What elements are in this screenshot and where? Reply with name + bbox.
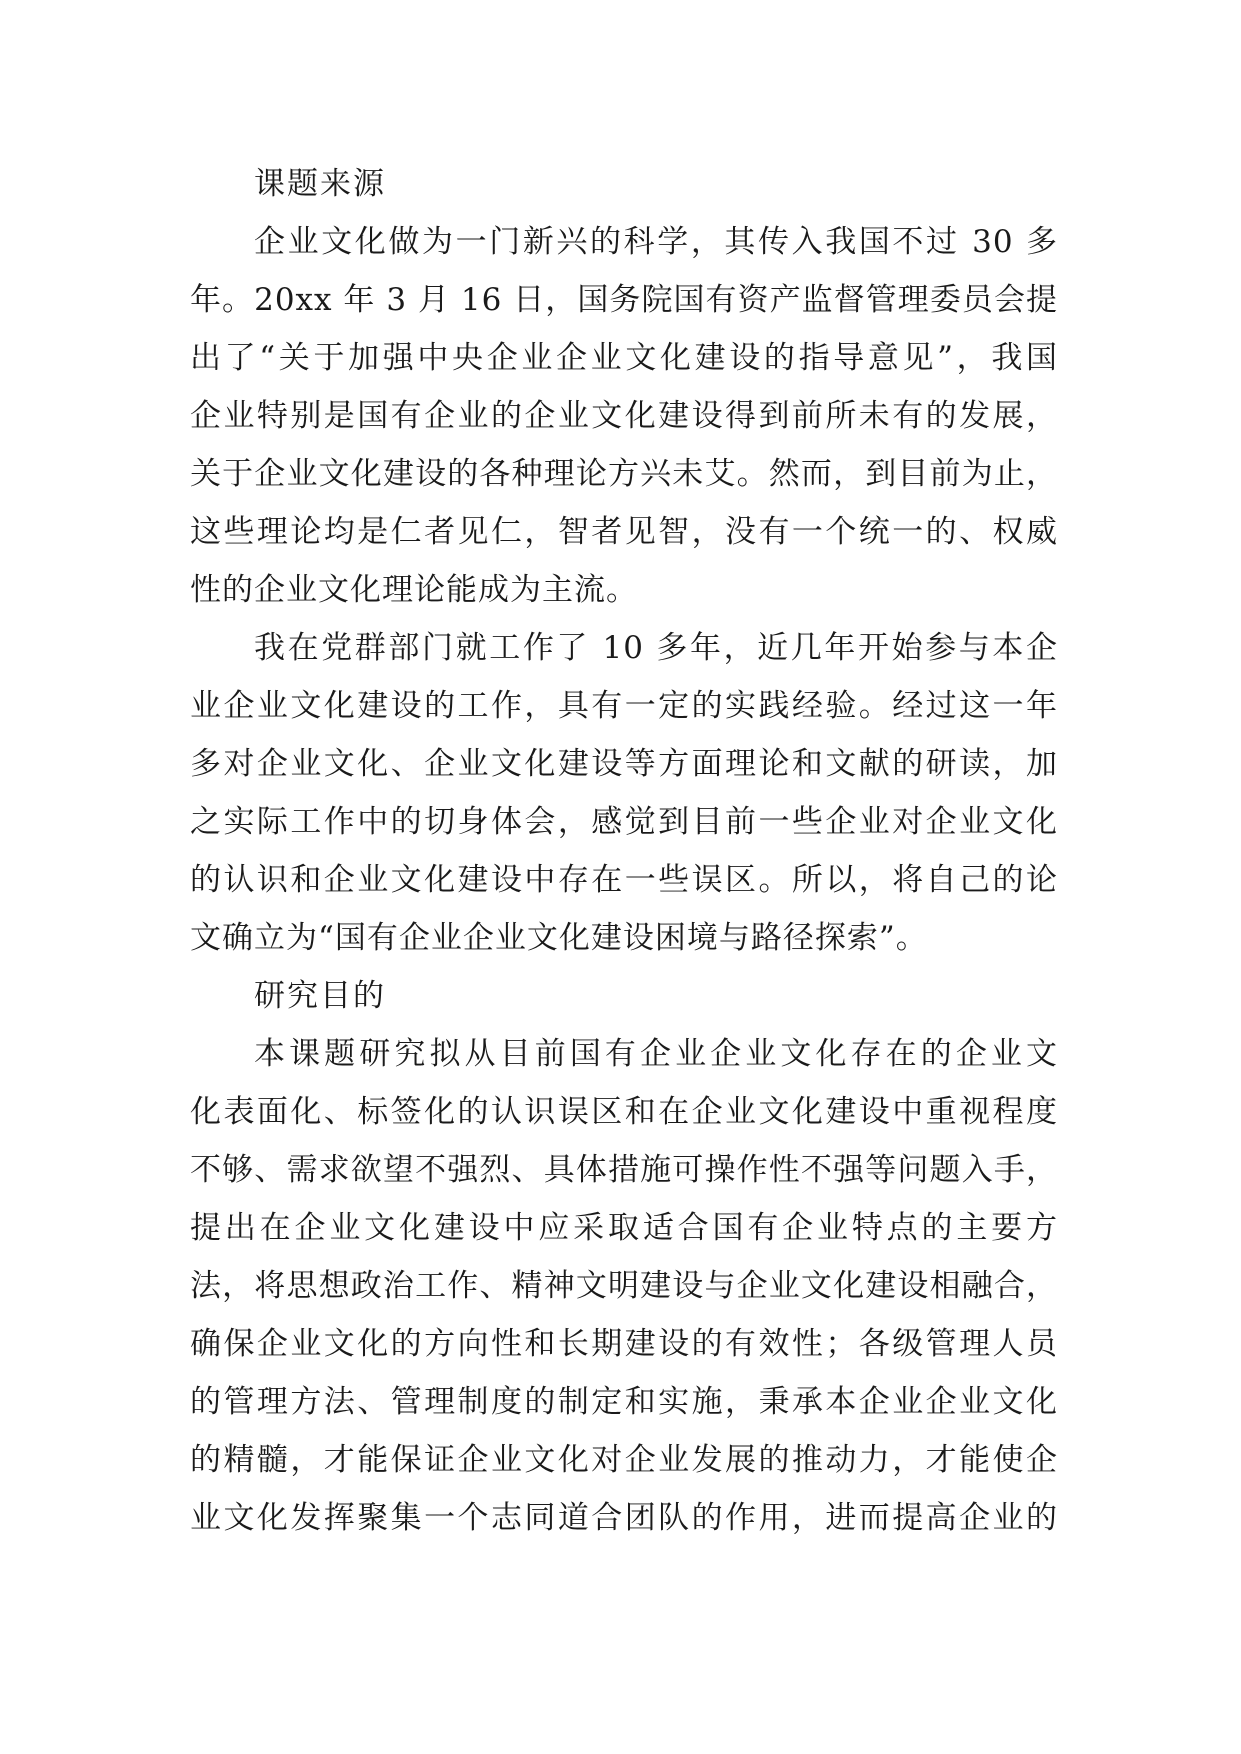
- text-line: 企业特别是国有企业的企业文化建设得到前所未有的发展，: [190, 398, 1058, 434]
- text-line: 本课题研究拟从目前国有企业企业文化存在的企业文: [254, 1036, 1058, 1072]
- text-line: 业文化发挥聚集一个志同道合团队的作用，进而提高企业的: [190, 1500, 1058, 1536]
- text-line: 出了“关于加强中央企业企业文化建设的指导意见”，我国: [190, 340, 1058, 376]
- text-line: 的精髓，才能保证企业文化对企业发展的推动力，才能使企: [190, 1442, 1058, 1478]
- text-line: 化表面化、标签化的认识误区和在企业文化建设中重视程度: [190, 1094, 1058, 1130]
- document-page: [190, 155, 1058, 1547]
- text-line: 性的企业文化理论能成为主流。: [190, 572, 638, 608]
- section-heading-purpose: 研究目的: [254, 978, 386, 1014]
- text-line: 年。20xx 年 3 月 16 日，国务院国有资产监督管理委员会提: [190, 282, 1058, 318]
- text-line: 法，将思想政治工作、精神文明建设与企业文化建设相融合，: [190, 1268, 1058, 1304]
- text-line: 提出在企业文化建设中应采取适合国有企业特点的主要方: [190, 1210, 1058, 1246]
- text-line: 的认识和企业文化建设中存在一些误区。所以，将自己的论: [190, 862, 1058, 898]
- paragraph-purpose: [190, 1025, 1058, 1547]
- text-line: 之实际工作中的切身体会，感觉到目前一些企业对企业文化: [190, 804, 1058, 840]
- text-line: 确保企业文化的方向性和长期建设的有效性；各级管理人员: [190, 1326, 1058, 1362]
- text-line: 业企业文化建设的工作，具有一定的实践经验。经过这一年: [190, 688, 1058, 724]
- text-line: 这些理论均是仁者见仁，智者见智，没有一个统一的、权威: [190, 514, 1058, 550]
- text-line: 不够、需求欲望不强烈、具体措施可操作性不强等问题入手，: [190, 1152, 1058, 1188]
- section-heading-source: 课题来源: [254, 166, 386, 202]
- text-line: 关于企业文化建设的各种理论方兴未艾。然而，到目前为止，: [190, 456, 1058, 492]
- paragraph-background: [190, 213, 1058, 619]
- text-line: 多对企业文化、企业文化建设等方面理论和文献的研读，加: [190, 746, 1058, 782]
- text-line: 我在党群部门就工作了 10 多年，近几年开始参与本企: [254, 630, 1058, 666]
- text-line: 企业文化做为一门新兴的科学，其传入我国不过 30 多: [254, 224, 1058, 260]
- paragraph-experience: [190, 619, 1058, 967]
- text-line: 文确立为“国有企业企业文化建设困境与路径探索”。: [190, 920, 928, 956]
- text-line: 的管理方法、管理制度的制定和实施，秉承本企业企业文化: [190, 1384, 1058, 1420]
